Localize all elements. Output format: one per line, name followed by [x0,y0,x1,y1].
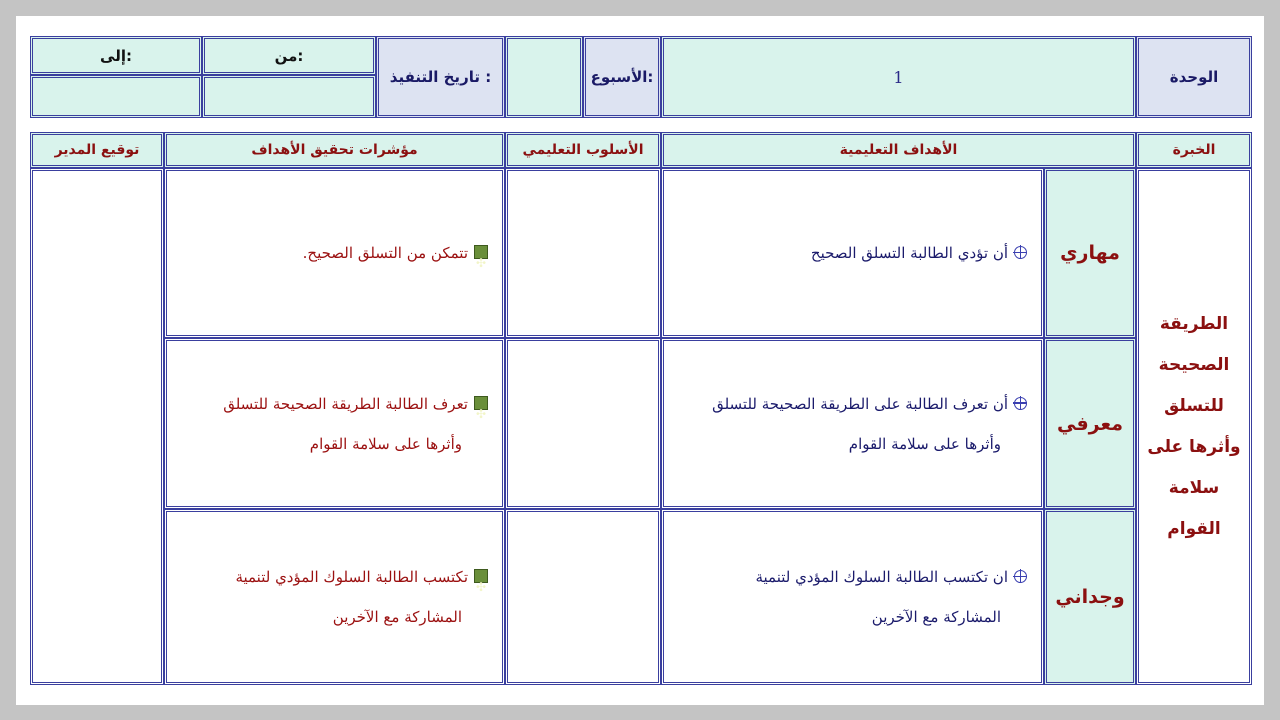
experience-line: الطريقة [1159,313,1229,334]
method-header [505,132,661,168]
week-label: الأسبوع: [590,68,654,86]
crosshair-circle-icon [1014,397,1027,410]
domain-label: معرفي [1057,412,1123,435]
from-value-cell[interactable] [202,75,376,118]
method-header-text: الأسلوب التعليمي [522,142,644,158]
objective-text: ان تكتسب الطالبة السلوك المؤدي لتنمية [755,568,1008,586]
signature-cell[interactable] [30,168,164,685]
to-value-cell[interactable] [30,75,202,118]
objective-text: أن تؤدي الطالبة التسلق الصحيح [810,244,1008,262]
week-label-cell [583,36,661,118]
indicator-cell [164,338,505,509]
lesson-plan-page [16,16,1264,705]
objective-text-line2: المشاركة مع الآخرين [871,608,1001,626]
objective-text-line2: وأثرها على سلامة القوام [848,434,1001,453]
green-square-icon [474,569,488,583]
method-cell[interactable] [505,168,661,338]
domain-label: وجداني [1055,586,1125,608]
green-square-icon [474,396,488,410]
indicators-header [164,132,505,168]
crosshair-circle-icon [1014,570,1027,583]
experience-line: الصحيحة [1158,354,1230,375]
unit-value-cell[interactable] [661,36,1136,118]
objective-cell [661,338,1044,509]
signature-header-text: توقيع المدير [54,142,140,158]
experience-header-text: الخبرة [1172,142,1216,158]
crosshair-circle-icon [1014,246,1027,259]
experience-line: سلامة [1168,477,1220,498]
domain-cell-knowledge [1044,338,1136,509]
unit-value: 1 [893,67,904,87]
experience-line: وأثرها على [1147,436,1241,457]
exec-date-label: تاريخ التنفيذ : [389,68,492,86]
exec-date-label-cell [376,36,505,118]
objective-text: أن تعرف الطالبة على الطريقة الصحيحة للتسلق [712,394,1008,413]
method-cell[interactable] [505,509,661,685]
signature-header [30,132,164,168]
indicators-header-text: مؤشرات تحقيق الأهداف [251,142,418,158]
objective-cell [661,168,1044,338]
method-cell[interactable] [505,338,661,509]
objective-cell [661,509,1044,685]
to-label: إلى: [100,46,132,65]
green-square-icon [474,245,488,259]
domain-cell-affective [1044,509,1136,685]
indicator-text: تعرف الطالبة الطريقة الصحيحة للتسلق [223,394,468,413]
objectives-header [661,132,1136,168]
from-label: من: [274,46,304,65]
indicator-text-line2: المشاركة مع الآخرين [332,608,462,626]
from-label-cell [202,36,376,75]
indicator-cell [164,509,505,685]
experience-line: للتسلق [1164,395,1224,416]
objectives-header-text: الأهداف التعليمية [839,142,958,158]
indicator-text-line2: وأثرها على سلامة القوام [309,434,462,453]
experience-line: القوام [1167,518,1221,539]
experience-cell [1136,168,1252,685]
unit-label-cell [1136,36,1252,118]
week-value-cell[interactable] [505,36,583,118]
indicator-text: تكتسب الطالبة السلوك المؤدي لتنمية [235,568,468,586]
unit-label: الوحدة [1169,68,1219,86]
domain-label: مهاري [1060,242,1120,264]
indicator-cell [164,168,505,338]
domain-cell-skill [1044,168,1136,338]
to-label-cell [30,36,202,75]
experience-header [1136,132,1252,168]
indicator-text: تتمكن من التسلق الصحيح. [302,244,468,262]
experience-text [1139,304,1249,550]
